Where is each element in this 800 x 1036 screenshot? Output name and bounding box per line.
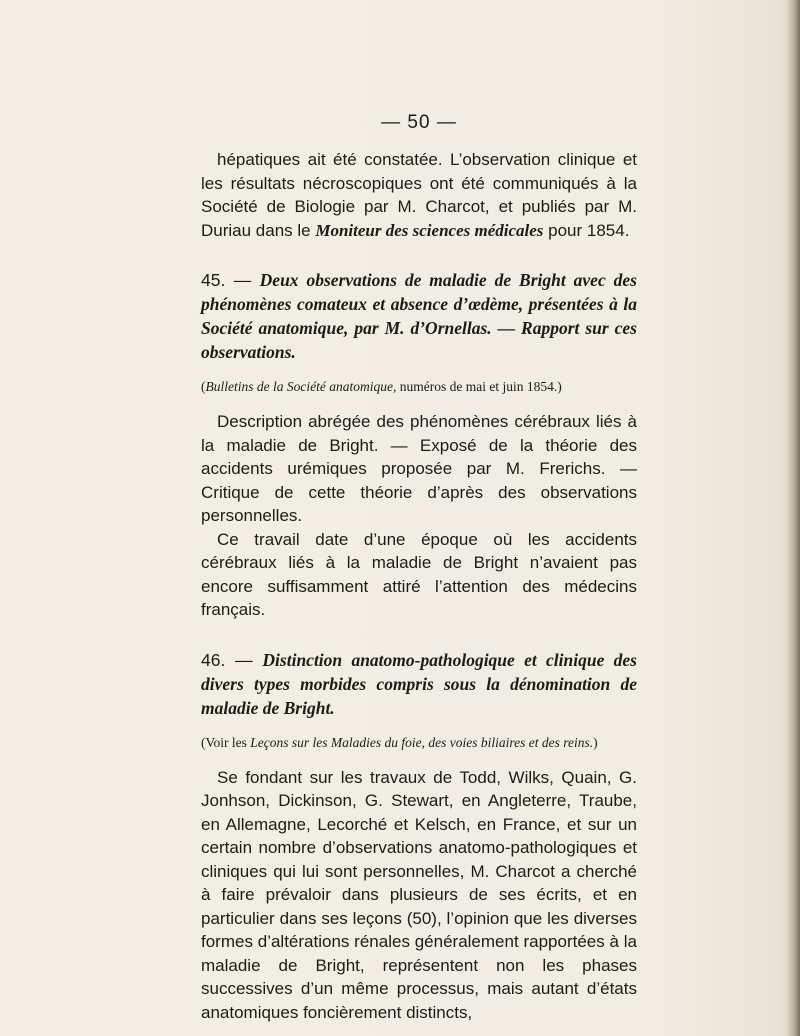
page-edge-shadow <box>786 0 800 1036</box>
journal-title: Moniteur des sciences médicales <box>315 220 544 240</box>
section-45-reference <box>201 378 637 396</box>
section-45-body-2: Ce travail date d’une époque où les accidents cérébraux liés à la maladie de Bright n’avaient pas encore suffisamment attiré l’attention des médecins français. <box>201 529 637 619</box>
section-46-ref-open: (Voir les <box>201 734 251 750</box>
paragraph-hepatiques-text: hépatiques ait été constatée. L’observation clinique et les résultats nécroscopiques ont été communiqués à la Société de Biologie par M. Charcot, et publiés par M. Duriau dans le <box>201 150 637 240</box>
section-45-number: 45. — <box>201 270 260 290</box>
section-46-title: Distinction anatomo-pathologique et clinique des divers types morbides compris sous la dénomination de maladie de Bright. <box>201 649 637 718</box>
section-45-title: Deux observations de maladie de Bright avec des phénomènes comateux et absence d’œdème, présentées à la Société anatomique, par M. d’Ornellas. — Rapport sur ces observations. <box>201 270 637 362</box>
page-content <box>201 112 637 1024</box>
section-46-ref-close: ) <box>593 734 598 750</box>
paragraph-hepatiques <box>201 148 637 242</box>
section-45-ref-rest: numéros de mai et juin 1854.) <box>396 379 562 394</box>
section-45-body-1: Description abrégée des phénomènes cérébraux liés à la maladie de Bright. — Exposé de la théorie des accidents urémiques proposée par M. Frerichs. — Critique de cette théorie d’après des observations personnelles. <box>201 412 637 525</box>
section-46-ref-italic: Leçons sur les Maladies du foie, des voies biliaires et des reins. <box>250 734 594 750</box>
section-45-ref-open: ( <box>201 379 206 394</box>
section-46-number: 46. — <box>201 649 263 670</box>
section-46-body: Se fondant sur les travaux de Todd, Wilks, Quain, G. Jonhson, Dickinson, G. Stewart, en Angleterre, Traube, en Allemagne, Lecorché et Kelsch, en France, et sur un certain nombre d’observations anatomo-pathologiques et cliniques qui lui sont personnelles, M. Charcot a cherché à faire prévaloir dans plusieurs de ses écrits, et en particulier dans ses leçons (50), l’opinion que les diverses formes d’altérations rénales généralement rapportées à la maladie de Bright, représentent non les phases successives d’un même processus, mais autant d’états anatomiques foncièrement distincts, <box>201 767 637 1022</box>
section-45-heading <box>201 268 637 364</box>
section-46-reference <box>201 734 637 752</box>
section-45-ref-italic: Bulletins de la Société anatomique, <box>205 379 397 394</box>
section-46-heading <box>201 648 637 720</box>
page-number: — 50 — <box>381 112 457 133</box>
paragraph-hepatiques-tail: pour 1854. <box>543 220 630 240</box>
